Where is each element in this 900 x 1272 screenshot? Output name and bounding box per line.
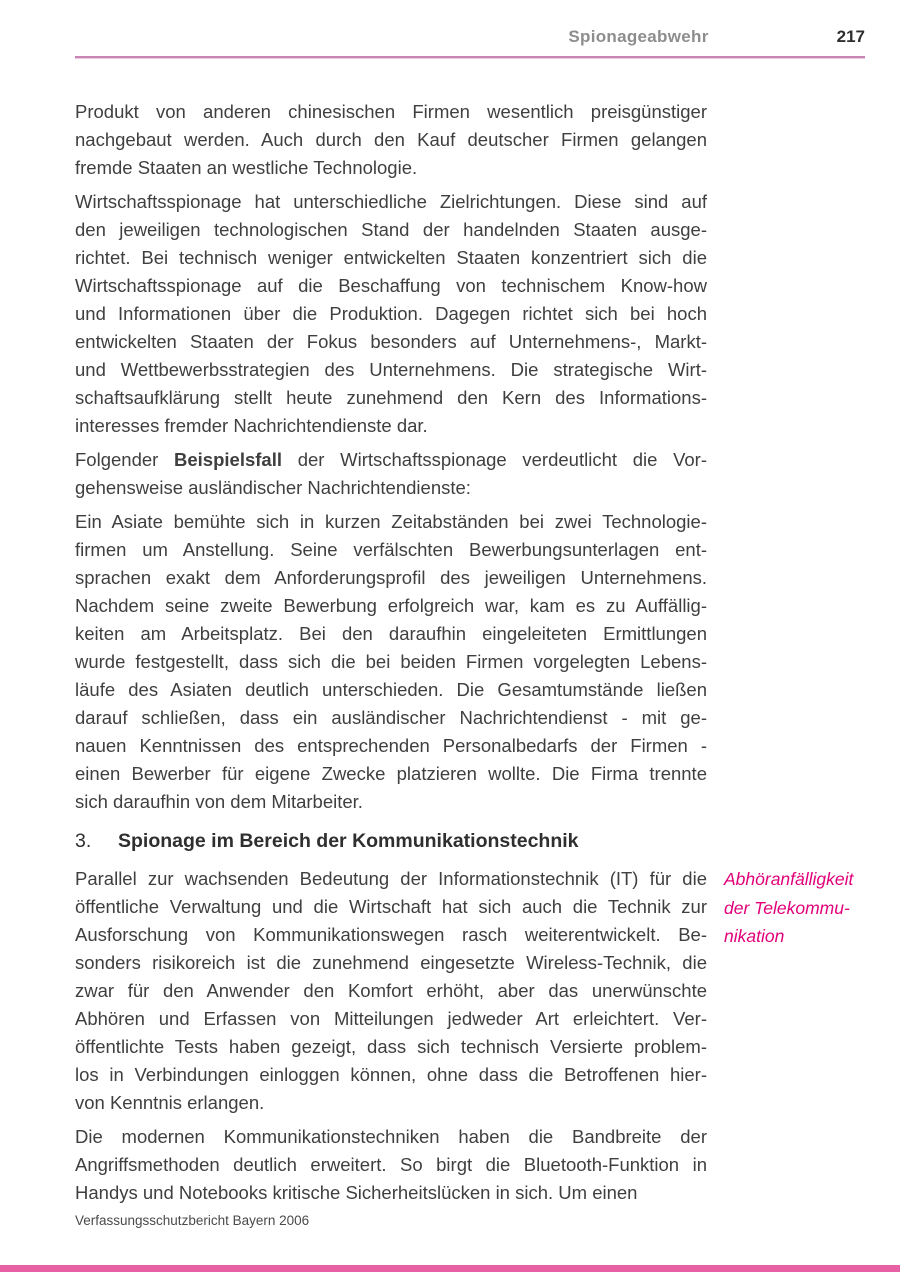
text-line: öffentliche Verwaltung und die Wirtschaft hat sich auch die Technik zur (75, 896, 707, 917)
paragraph-it-abhoeren (75, 865, 707, 1117)
bold-term: Beispielsfall (174, 449, 282, 470)
text-line: nauen Kenntnissen des entsprechenden Personalbedarfs der Firmen - (75, 735, 707, 756)
text-line: nikation (724, 926, 785, 946)
text-line: darauf schließen, dass ein ausländischer Nachrichtendienst - mit ge- (75, 707, 707, 728)
bottom-accent-bar (0, 1265, 900, 1272)
text-line: keiten am Arbeitsplatz. Bei den daraufhin eingeleiteten Ermittlungen (75, 623, 707, 644)
text-line: zwar für den Anwender den Komfort erhöht, aber das unerwünschte (75, 980, 707, 1001)
text-line: fremde Staaten an westliche Technologie. (75, 157, 418, 178)
main-content (75, 98, 867, 1213)
margin-note (724, 865, 864, 951)
text-line: firmen um Anstellung. Seine verfälschten Bewerbungsunterlagen ent- (75, 539, 707, 560)
text-line: entwickelten Staaten der Fokus besonders auf Unternehmens-, Markt- (75, 331, 707, 352)
text-line: Produkt von anderen chinesischen Firmen wesentlich preisgünstiger (75, 101, 707, 122)
text-line: interesses fremder Nachrichtendienste dar. (75, 415, 428, 436)
text-line: schaftsaufklärung stellt heute zunehmend den Kern des Informations- (75, 387, 707, 408)
text-line: einen Bewerber für eigene Zwecke platzieren wollte. Die Firma trennte (75, 763, 707, 784)
page-number: 217 (836, 27, 865, 46)
text-line: und Informationen über die Produktion. Dagegen richtet sich bei hoch (75, 303, 707, 324)
text-line: sich daraufhin von dem Mitarbeiter. (75, 791, 363, 812)
text-span: der Wirtschaftsspionage verdeutlicht die Vor- (297, 449, 708, 470)
text-line: gehensweise ausländischer Nachrichtendienste: (75, 477, 471, 498)
text-line: Abhöranfälligkeit (724, 869, 854, 889)
paragraph-wirtschaftsspionage-ziele (75, 188, 707, 440)
text-line: Ein Asiate bemühte sich in kurzen Zeitabständen bei zwei Technologie- (75, 511, 707, 532)
text-line: wurde festgestellt, dass sich die bei beiden Firmen vorgelegten Lebens- (75, 651, 707, 672)
text-line: richtet. Bei technisch weniger entwickelten Staaten konzentriert sich die (75, 247, 707, 268)
text-line: Wirtschaftsspionage auf die Beschaffung von technischem Know-how (75, 275, 707, 296)
paragraph-beispielsfall-asiate (75, 508, 707, 816)
text-line: Abhören und Erfassen von Mitteilungen jedweder Art erleichtert. Ver- (75, 1008, 707, 1029)
page-footer (75, 1213, 309, 1228)
text-line: der Telekommu- (724, 897, 850, 918)
section-title: Spionage im Bereich der Kommunikationstechnik (118, 830, 579, 852)
text-line: öffentlichte Tests haben gezeigt, dass sich technisch Versierte problem- (75, 1036, 707, 1057)
text-line: läufe des Asiaten deutlich unterschieden. Die Gesamtumstände ließen (75, 679, 707, 700)
page-header (75, 27, 865, 47)
text-span: Folgender (75, 449, 159, 470)
text-line: sonders risikoreich ist die zunehmend eingesetzte Wireless-Technik, die (75, 952, 707, 973)
text-line: los in Verbindungen einloggen können, ohne dass die Betroffenen hier- (75, 1064, 707, 1085)
text-line: Die modernen Kommunikationstechniken haben die Bandbreite der (75, 1126, 707, 1147)
text-line: Handys und Notebooks kritische Sicherheitslücken in sich. Um einen (75, 1182, 638, 1203)
header-rule (75, 56, 865, 58)
footer-text: Verfassungsschutzbericht Bayern 2006 (75, 1213, 310, 1228)
text-line: Wirtschaftsspionage hat unterschiedliche Zielrichtungen. Diese sind auf (75, 191, 707, 212)
paragraph-bluetooth (75, 1123, 707, 1207)
text-line: von Kenntnis erlangen. (75, 1092, 265, 1113)
text-line: Ausforschung von Kommunikationswegen rasch weiterentwickelt. Be- (75, 924, 707, 945)
section-number: 3. (75, 830, 92, 852)
text-line: Parallel zur wachsenden Bedeutung der Informationstechnik (IT) für die (75, 868, 707, 889)
text-line: Nachdem seine zweite Bewerbung erfolgreich war, kam es zu Auffällig- (75, 595, 707, 616)
text-line (75, 446, 707, 474)
two-column-row (75, 865, 867, 1123)
paragraph-beispielsfall-intro (75, 446, 707, 502)
text-line: sprachen exakt dem Anforderungsprofil des jeweiligen Unternehmens. (75, 567, 707, 588)
text-line: den jeweiligen technologischen Stand der handelnden Staaten ausge- (75, 219, 707, 240)
running-head: Spionageabwehr (568, 27, 709, 46)
text-line: und Wettbewerbsstrategien des Unternehmens. Die strategische Wirt- (75, 359, 707, 380)
text-line: nachgebaut werden. Auch durch den Kauf deutscher Firmen gelangen (75, 129, 707, 150)
paragraph-chinese-firms (75, 98, 707, 182)
text-line: Angriffsmethoden deutlich erweitert. So birgt die Bluetooth-Funktion in (75, 1154, 707, 1175)
section-heading (75, 827, 707, 855)
